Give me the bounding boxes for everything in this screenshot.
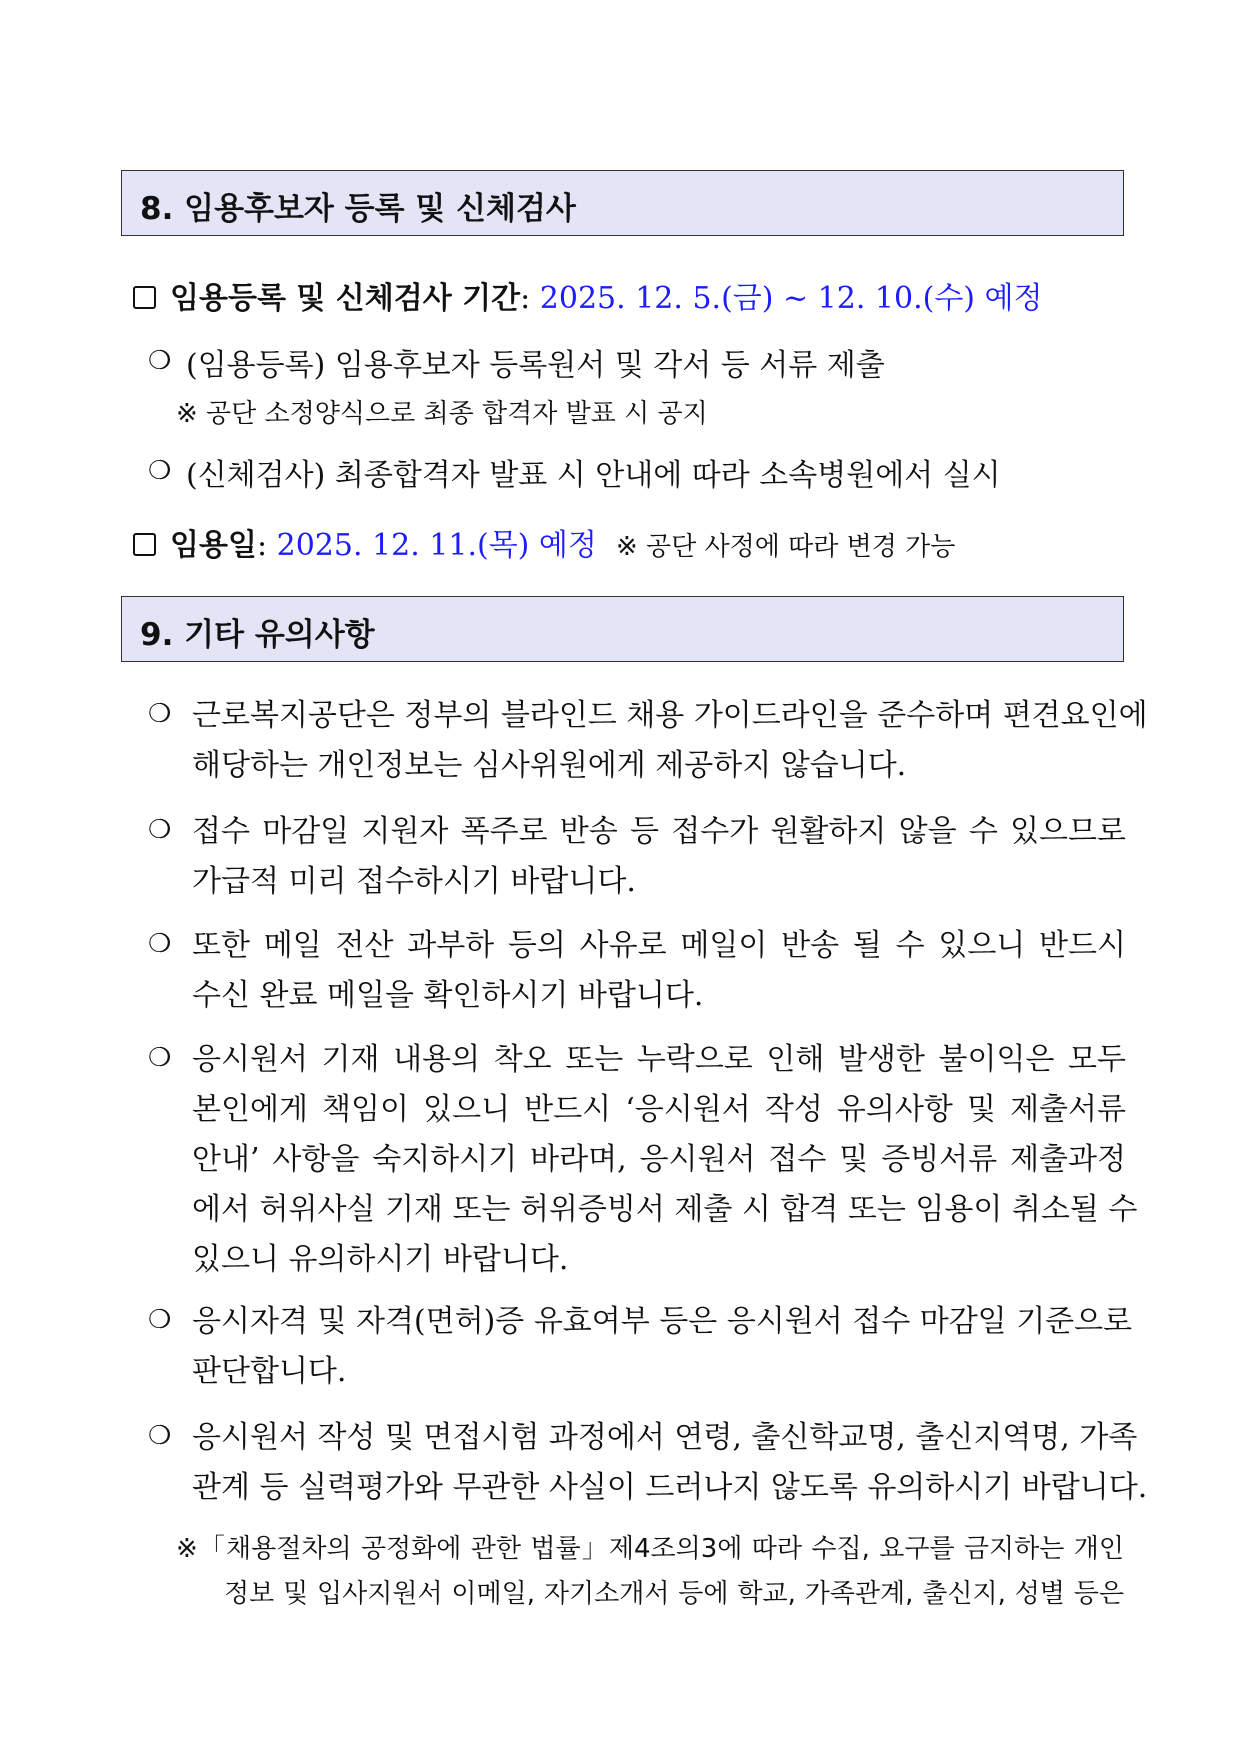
colon: : xyxy=(256,528,268,563)
bullet-icon: ❍ xyxy=(148,699,172,729)
appointment-note: ※ 공단 사정에 따라 변경 가능 xyxy=(615,532,956,562)
notice-line: 가급적 미리 접수하시기 바랍니다. xyxy=(192,864,636,899)
law-note: ※「채용절차의 공정화에 관한 법률」제4조의3에 따라 수집, 요구를 금지하는 개인 xyxy=(176,1534,1124,1564)
law-note: 정보 및 입사지원서 이메일, 자기소개서 등에 학교, 가족관계, 출신지, 성별 등은 xyxy=(224,1579,1124,1609)
notice-line: 해당하는 개인정보는 심사위원에게 제공하지 않습니다. xyxy=(192,748,907,783)
bullet-registration: (임용등록) 임용후보자 등록원서 및 각서 등 서류 제출 xyxy=(186,348,885,383)
notice-line: 또한 메일 전산 과부하 등의 사유로 메일이 반송 될 수 있으니 반드시 xyxy=(192,928,1126,963)
appointment-label: 임용일 xyxy=(170,528,257,563)
notice-line: 응시원서 기재 내용의 착오 또는 누락으로 인해 발생한 불이익은 모두 xyxy=(192,1042,1126,1077)
bullet-icon: ❍ xyxy=(148,456,172,486)
notice-line: 에서 허위사실 기재 또는 허위증빙서 제출 시 합격 또는 임용이 취소될 수 xyxy=(192,1192,1138,1227)
checkbox-icon xyxy=(133,533,156,556)
bullet-icon: ❍ xyxy=(148,1043,172,1073)
notice-line: 응시자격 및 자격(면허)증 유효여부 등은 응시원서 접수 마감일 기준으로 xyxy=(192,1304,1133,1339)
section-8-title: 8. 임용후보자 등록 및 신체검사 xyxy=(140,191,576,227)
notice-line: 응시원서 작성 및 면접시험 과정에서 연령, 출신학교명, 출신지역명, 가족 xyxy=(192,1420,1138,1455)
colon: : xyxy=(520,281,531,316)
period-label: 임용등록 및 신체검사 기간 xyxy=(170,281,521,316)
period-line xyxy=(133,273,1043,317)
notice-line: 본인에게 책임이 있으니 반드시 ‘응시원서 작성 유의사항 및 제출서류 xyxy=(192,1092,1126,1127)
bullet-icon: ❍ xyxy=(148,815,172,845)
appointment-date: 2025. 12. 11.(목) 예정 xyxy=(276,528,597,563)
section-8-header xyxy=(121,170,1124,236)
notice-line: 접수 마감일 지원자 폭주로 반송 등 접수가 원활하지 않을 수 있으므로 xyxy=(192,814,1126,849)
notice-line: 수신 완료 메일을 확인하시기 바랍니다. xyxy=(192,978,704,1013)
period-date: 2025. 12. 5.(금) ~ 12. 10.(수) 예정 xyxy=(539,281,1043,316)
bullet-icon: ❍ xyxy=(148,1305,172,1335)
notice-line: 관계 등 실력평가와 무관한 사실이 드러나지 않도록 유의하시기 바랍니다. xyxy=(192,1470,1148,1505)
bullet-physical: (신체검사) 최종합격자 발표 시 안내에 따라 소속병원에서 실시 xyxy=(186,458,1001,493)
section-9-title: 9. 기타 유의사항 xyxy=(140,617,375,653)
note-form: ※ 공단 소정양식으로 최종 합격자 발표 시 공지 xyxy=(176,399,708,429)
notice-line: 판단합니다. xyxy=(192,1354,347,1389)
section-9-header xyxy=(121,596,1124,662)
checkbox-icon xyxy=(133,286,156,309)
bullet-icon: ❍ xyxy=(148,1421,172,1451)
notice-line: 근로복지공단은 정부의 블라인드 채용 가이드라인을 준수하며 편견요인에 xyxy=(192,698,1148,733)
bullet-icon: ❍ xyxy=(148,929,172,959)
notice-line: 안내’ 사항을 숙지하시기 바라며, 응시원서 접수 및 증빙서류 제출과정 xyxy=(192,1142,1126,1177)
notice-line: 있으니 유의하시기 바랍니다. xyxy=(192,1242,569,1277)
bullet-icon: ❍ xyxy=(148,346,172,376)
appointment-line xyxy=(133,520,955,564)
